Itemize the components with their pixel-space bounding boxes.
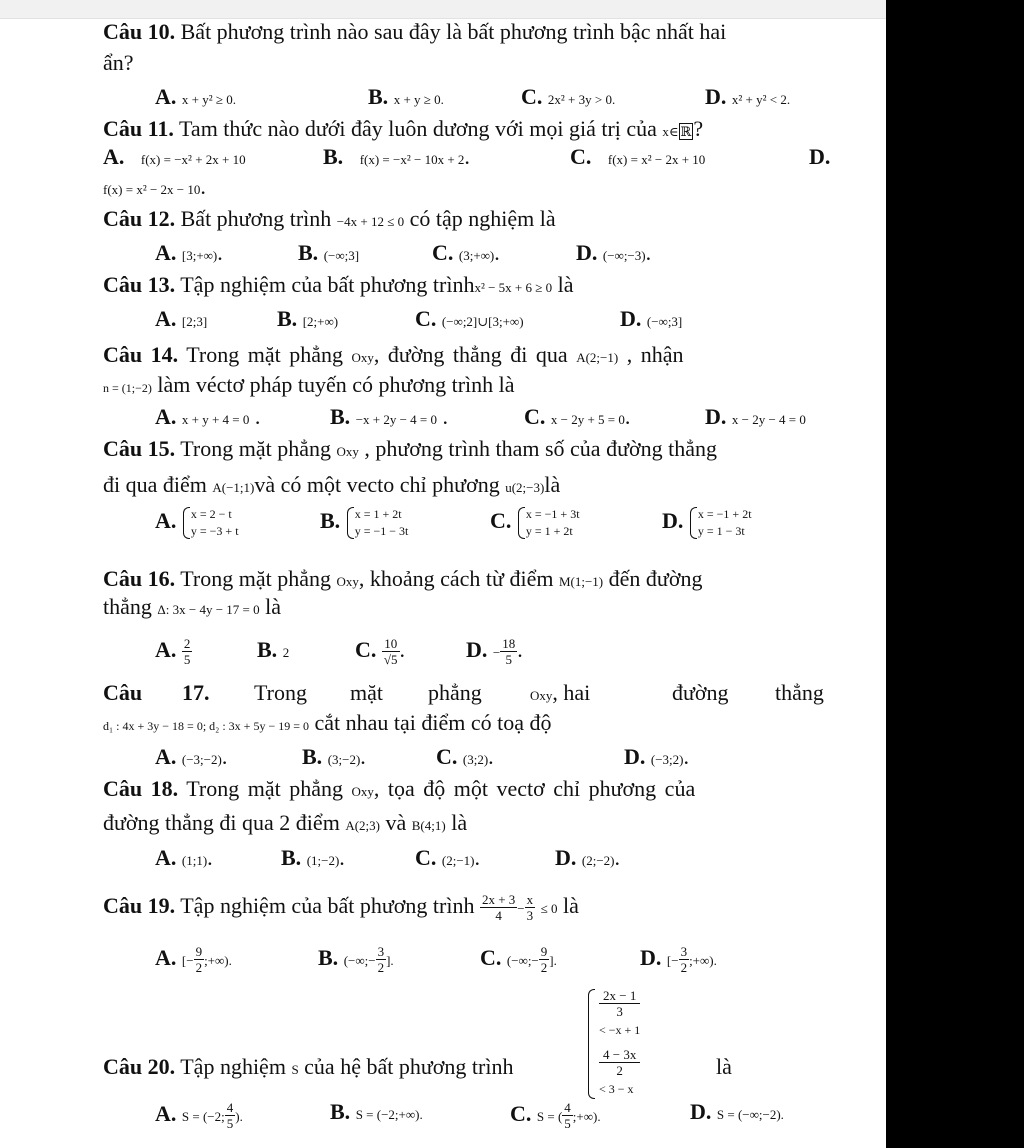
q13-option-c[interactable]: C. (−∞;2]∪[3;+∞) [415,306,524,331]
q10-stem [103,19,726,45]
q12-option-c[interactable]: C. (3;+∞). [432,240,500,265]
q20-option-d[interactable]: D. S = (−∞;−2). [690,1099,784,1124]
q12-option-a[interactable]: A. [3;+∞). [155,240,223,265]
q12-stem: Câu 12. Bất phương trình −4x + 12 ≤ 0 có tập nghiệm là [103,206,556,231]
q17-stem-word8: thẳng [775,680,824,705]
q11-option-d[interactable]: f(x) = x² − 2x − 10. [103,174,206,199]
q17-option-b[interactable]: B. (3;−2). [302,744,366,769]
q16-stem: Câu 16. Trong mặt phẳng Oxy, khoảng cách từ điểm M(1;−1) đến đường [103,566,703,591]
q14-option-a[interactable]: A. x + y + 4 = 0 . [155,404,261,429]
q17-stem-word4: mặt [350,680,383,705]
q19-option-d[interactable]: D. [− $\frac{3}{2}$ ;+∞). [640,944,717,976]
right-black-panel [886,0,1024,1148]
q16-stem-cont: thẳng Δ: 3x − 4y − 17 = 0 là [103,594,281,619]
q16-option-b[interactable]: B. 2 [257,637,290,662]
q10-number: Câu 10. [103,19,176,44]
q18-option-a[interactable]: A. (1;1). [155,845,213,870]
q17-stem-word3: Trong [254,680,307,705]
q10-option-a[interactable]: A. x + y² ≥ 0. [155,84,237,109]
q20-option-c[interactable]: C. S = ( $\frac{4}{5}$ ;+∞). [510,1100,601,1132]
q17-stem-word7: đường [672,680,729,705]
q20-option-b[interactable]: B. S = (−2;+∞). [330,1099,423,1124]
q15-option-b[interactable]: B. x = 1 + 2t y = −1 − 3t [320,507,409,538]
q15-option-c[interactable]: C. x = −1 + 3t y = 1 + 2t [490,507,580,538]
q15-stem-cont: đi qua điểm A(−1;1)và có một vecto chỉ phương u(2;−3)là [103,472,561,497]
q20-option-a[interactable]: A. S = (−2; $\frac{4}{5}$ ). [155,1100,243,1132]
q16-option-d[interactable]: D. − $\frac{18}{5}$ . [466,636,523,668]
q13-stem: Câu 13. Tập nghiệm của bất phương trìnhx² − 5x + 6 ≥ 0 là [103,272,574,297]
q17-stem-word5: phẳng [428,680,482,705]
q13-option-a[interactable]: A. [2;3] [155,306,208,331]
q10-option-d[interactable]: D. x² + y² < 2. [705,84,791,109]
q17-stem-word2: 17. [182,680,210,705]
q20-system: 2x − 1 3 < −x + 1 4 − 3x 2 < 3 − x [587,988,640,1100]
q10-option-c[interactable]: C. 2x² + 3y > 0. [521,84,616,109]
q14-stem: Câu 14. Trong mặt phẳng Oxy, đường thẳng đi qua A(2;−1) , nhận [103,342,684,367]
q15-option-d[interactable]: D. x = −1 + 2t y = 1 − 3t [662,507,752,538]
q10-stem-cont: ẩn? [103,50,134,75]
q18-option-b[interactable]: B. (1;−2). [281,845,345,870]
q11-option-b[interactable]: B. f(x) = −x² − 10x + 2. [323,144,470,169]
q13-option-b[interactable]: B. [2;+∞) [277,306,339,331]
q14-option-c[interactable]: C. x − 2y + 5 = 0. [524,404,631,429]
q15-stem: Câu 15. Trong mặt phẳng Oxy , phương trình tham số của đường thẳng [103,436,717,461]
q18-stem-cont: đường thẳng đi qua 2 điểm A(2;3) và B(4;1) là [103,810,468,835]
q17-option-d[interactable]: D. (−3;2). [624,744,689,769]
q17-stem-word6: Oxy, hai [530,680,591,705]
q12-option-d[interactable]: D. (−∞;−3). [576,240,652,265]
q15-option-a[interactable]: A. x = 2 − t y = −3 + t [155,507,239,538]
q18-stem: Câu 18. Trong mặt phẳng Oxy, tọa độ một vectơ chỉ phương của [103,776,696,801]
q18-option-d[interactable]: D. (2;−2). [555,845,620,870]
q17-option-c[interactable]: C. (3;2). [436,744,494,769]
q19-option-b[interactable]: B. (−∞;− $\frac{3}{2}$ ]. [318,944,394,976]
q11-stem: Câu 11. Tam thức nào dưới đây luôn dương với mọi giá trị của x∈ ℝ? [103,116,704,141]
q10-text: Bất phương trình nào sau đây là bất phương trình bậc nhất hai [180,19,727,44]
q10-option-b[interactable]: B. x + y ≥ 0. [368,84,444,109]
q19-option-a[interactable]: A. [− $\frac{9}{2}$ ;+∞). [155,944,232,976]
q16-option-c[interactable]: C. $\frac{10}{√5}$ . [355,636,406,668]
q11-option-d-label[interactable]: D. [809,144,831,169]
q16-option-a[interactable]: A. $\frac{2}{5}$ [155,636,191,668]
q11-option-a[interactable]: A. f(x) = −x² + 2x + 10 [103,144,246,169]
q17-stem-cont: d₁ : 4x + 3y − 18 = 0; d₂ : 3x + 5y − 19 = 0 cắt nhau tại điểm có toạ độ [103,710,552,735]
missing-glyph-box: ℝ [680,124,692,139]
q17-option-a[interactable]: A. (−3;−2). [155,744,228,769]
q19-stem: Câu 19. Tập nghiệm của bất phương trình $\frac{2x + 3}{4}$ − $\frac{x}{3}$ ≤ 0 là [103,892,579,924]
q20-stem-end: là [716,1054,732,1079]
q20-stem: Câu 20. Tập nghiệm S của hệ bất phương trình [103,1054,514,1079]
q13-option-d[interactable]: D. (−∞;3] [620,306,683,331]
q14-stem-cont: n = (1;−2) làm véctơ pháp tuyến có phương trình là [103,372,515,397]
q14-option-b[interactable]: B. −x + 2y − 4 = 0 . [330,404,449,429]
q11-option-c[interactable]: C. f(x) = x² − 2x + 10 [570,144,706,169]
q14-option-d[interactable]: D. x − 2y − 4 = 0 [705,404,806,429]
q17-stem-word1: Câu [103,680,143,705]
q19-option-c[interactable]: C. (−∞;− $\frac{9}{2}$ ]. [480,944,557,976]
q18-option-c[interactable]: C. (2;−1). [415,845,480,870]
q12-option-b[interactable]: B. (−∞;3] [298,240,360,265]
